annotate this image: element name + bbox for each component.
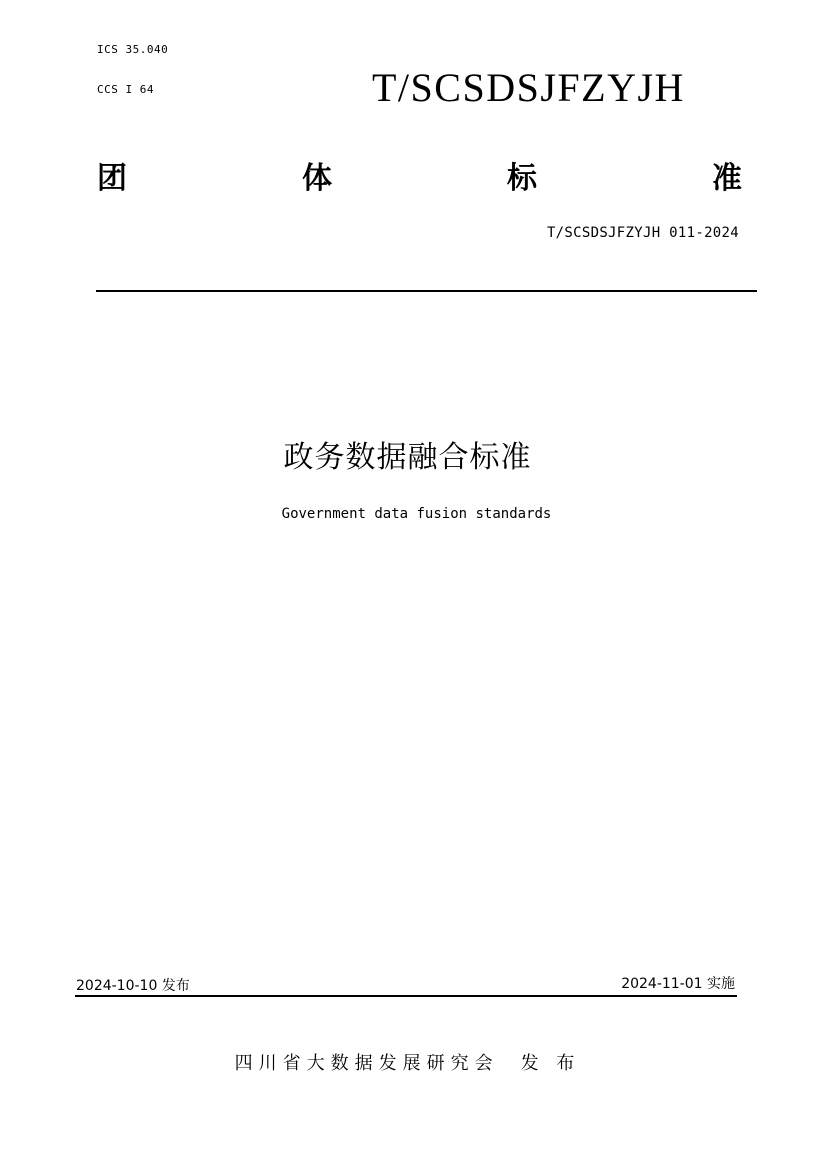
document-title-chinese: 政务数据融合标准 <box>283 440 532 475</box>
title-char-3: 标 <box>507 161 537 196</box>
standard-number: T/SCSDSJFZYJH 011-2024 <box>546 225 739 241</box>
standard-code-heading: T/SCSDSJFZYJH <box>372 65 685 110</box>
title-char-4: 准 <box>712 161 742 196</box>
title-char-2: 体 <box>302 161 332 196</box>
document-title-english: Government data fusion standards <box>281 506 552 522</box>
publisher-line <box>0 1049 815 1075</box>
publisher-name: 四川省大数据发展研究会 <box>234 1053 499 1074</box>
ccs-code: CCS I 64 <box>97 83 154 96</box>
ics-code: ICS 35.040 <box>97 43 169 56</box>
issue-date: 2024-10-10 发布 <box>76 978 190 994</box>
publisher-action: 发 布 <box>520 1053 581 1074</box>
top-divider <box>96 290 757 292</box>
implementation-date: 2024-11-01 实施 <box>621 976 735 992</box>
bottom-divider <box>75 995 737 997</box>
title-char-1: 团 <box>97 161 127 196</box>
standard-type-title <box>97 158 742 200</box>
